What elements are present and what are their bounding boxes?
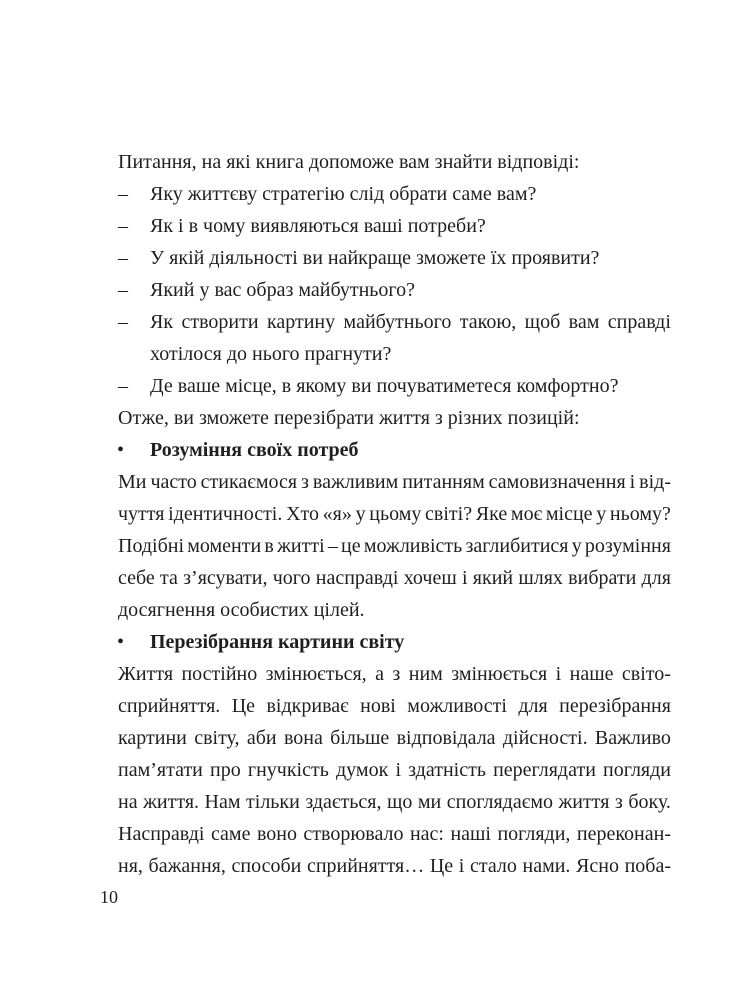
- word: від-: [639, 471, 671, 493]
- word: себе: [118, 567, 155, 589]
- word: часто: [150, 471, 197, 493]
- word: світу,: [194, 727, 240, 749]
- word: моє: [510, 503, 543, 525]
- word: сприйняття…: [306, 855, 425, 877]
- word: картини: [118, 727, 187, 749]
- word: аби: [246, 727, 277, 749]
- word: створювало: [303, 823, 404, 845]
- bullet-marker: •: [117, 631, 125, 653]
- word: для: [518, 695, 548, 717]
- word: Життя: [118, 663, 174, 685]
- word: з: [392, 663, 401, 685]
- question-item-continued: хотілося до нього прагнути?: [150, 343, 392, 365]
- word: воно: [256, 823, 297, 845]
- word: наші: [450, 823, 491, 845]
- word: вам: [568, 311, 600, 333]
- word: у: [596, 503, 607, 525]
- word: насправді: [315, 567, 399, 589]
- section-heading-worldview: Перезібрання картини світу: [150, 631, 405, 653]
- word: змінюється,: [265, 663, 367, 685]
- word: що: [386, 791, 413, 813]
- summary-line: Отже, ви зможете перезібрати життя з різних позицій:: [118, 407, 580, 429]
- word: ньому?: [609, 503, 671, 525]
- word: чого: [272, 567, 311, 589]
- word: стикаємося: [200, 471, 298, 493]
- word: здатність: [408, 759, 486, 781]
- word: «я»: [322, 503, 352, 525]
- paragraph-line: [118, 563, 671, 593]
- word: на: [118, 791, 138, 813]
- word: перезібрання: [559, 695, 671, 717]
- word: з’ясувати,: [183, 567, 268, 589]
- word: нас:: [409, 823, 444, 845]
- word: і: [629, 471, 636, 493]
- word: та: [160, 567, 178, 589]
- word: життя: [558, 791, 610, 813]
- dash-marker: –: [118, 311, 128, 333]
- word: такою,: [459, 311, 517, 333]
- page-number: 10: [100, 887, 118, 907]
- word: для: [641, 567, 671, 589]
- word: у: [355, 503, 366, 525]
- word: Ми: [118, 471, 147, 493]
- word: поба-: [624, 855, 671, 877]
- paragraph-line: [118, 467, 671, 497]
- word: житті: [277, 535, 325, 557]
- word: більше: [330, 727, 390, 749]
- word: який: [472, 567, 514, 589]
- dash-marker: –: [118, 375, 128, 397]
- question-item: У якій діяльності ви найкраще зможете їх проявити?: [150, 247, 600, 269]
- paragraph-line: [118, 499, 671, 529]
- question-item: Як і в чому виявляються ваші потреби?: [150, 215, 486, 237]
- word: і: [395, 759, 401, 781]
- word: здається,: [305, 791, 382, 813]
- word: способи: [231, 855, 302, 877]
- question-item: Де ваше місце, в якому ви почуватиметеся комфортно?: [150, 375, 619, 397]
- question-item: Яку життєву стратегію слід обрати саме вам?: [150, 183, 537, 205]
- word: світо-: [621, 663, 671, 685]
- paragraph-line: [118, 691, 671, 721]
- dash-marker: –: [118, 215, 128, 237]
- word: Це: [429, 855, 454, 877]
- word: думок: [336, 759, 389, 781]
- word: споглядаємо: [446, 791, 553, 813]
- word: Насправді: [118, 823, 205, 845]
- word: Яке: [475, 503, 508, 525]
- word: ідентичності.: [168, 503, 283, 525]
- word: змінюється: [451, 663, 548, 685]
- word: щоб: [524, 311, 561, 333]
- dash-marker: –: [118, 279, 128, 301]
- intro-line: Питання, на які книга допоможе вам знайти відповіді:: [118, 151, 580, 173]
- word: вибрати: [568, 567, 637, 589]
- word: переконан-: [576, 823, 671, 845]
- word: створити: [181, 311, 259, 333]
- word: тільки: [246, 791, 300, 813]
- word: місце: [545, 503, 593, 525]
- word: а: [375, 663, 384, 685]
- word: постійно: [181, 663, 258, 685]
- word: бажання,: [148, 855, 226, 877]
- word: Як: [150, 311, 174, 333]
- word: нові: [360, 695, 396, 717]
- word: заглибитися: [465, 535, 569, 557]
- word: хочеш: [403, 567, 457, 589]
- word: пам’ятати: [118, 759, 203, 781]
- word: можливість: [363, 535, 463, 557]
- paragraph-line: [118, 723, 671, 753]
- word: цьому: [369, 503, 422, 525]
- word: і: [458, 855, 465, 877]
- word: питанням: [402, 471, 485, 493]
- word: в: [264, 535, 274, 557]
- word: світі?: [425, 503, 473, 525]
- word: відповідала: [396, 727, 496, 749]
- question-item: [150, 307, 671, 337]
- word: ня,: [118, 855, 143, 877]
- word: Хто: [286, 503, 319, 525]
- word: майбутнього: [343, 311, 452, 333]
- paragraph-line-last: досягнення особистих цілей.: [118, 599, 365, 621]
- word: самовизначення: [488, 471, 626, 493]
- word: моменти: [187, 535, 262, 557]
- word: відкриває: [266, 695, 349, 717]
- word: гнучкість: [247, 759, 329, 781]
- paragraph-line: [118, 787, 671, 817]
- word: ним: [408, 663, 443, 685]
- word: переглядати: [493, 759, 596, 781]
- word: і: [555, 663, 562, 685]
- word: чуття: [118, 503, 165, 525]
- word: сприйняття.: [118, 695, 221, 717]
- word: життя.: [143, 791, 200, 813]
- question-item: Який у вас образ майбутнього?: [150, 279, 416, 301]
- word: вона: [283, 727, 323, 749]
- bullet-marker: •: [117, 439, 125, 461]
- dash-marker: –: [118, 247, 128, 269]
- paragraph-line: [118, 755, 671, 785]
- paragraph-line: [118, 659, 671, 689]
- word: ми: [417, 791, 442, 813]
- paragraph-line: [118, 851, 671, 881]
- word: і: [461, 567, 468, 589]
- word: стало: [469, 855, 517, 877]
- word: –: [327, 535, 338, 557]
- word: погляди,: [497, 823, 571, 845]
- word: можливості: [407, 695, 507, 717]
- word: шлях: [518, 567, 563, 589]
- word: дійсності.: [502, 727, 588, 749]
- word: важливим: [312, 471, 399, 493]
- word: розуміння: [584, 535, 671, 557]
- word: Ясно: [576, 855, 619, 877]
- word: справді: [607, 311, 671, 333]
- paragraph-line: [118, 531, 671, 561]
- word: погляди: [603, 759, 671, 781]
- word: наше: [569, 663, 614, 685]
- word: нами.: [522, 855, 571, 877]
- word: з: [614, 791, 623, 813]
- word: картину: [266, 311, 336, 333]
- word: саме: [210, 823, 251, 845]
- dash-marker: –: [118, 183, 128, 205]
- word: це: [341, 535, 361, 557]
- section-heading-needs: Розуміння своїх потреб: [150, 439, 359, 461]
- word: про: [210, 759, 241, 781]
- word: у: [571, 535, 582, 557]
- word: Подібні: [118, 535, 185, 557]
- paragraph-line: [118, 819, 671, 849]
- word: Важливо: [594, 727, 671, 749]
- word: боку.: [628, 791, 671, 813]
- word: Нам: [204, 791, 241, 813]
- word: Це: [231, 695, 256, 717]
- word: з: [301, 471, 309, 493]
